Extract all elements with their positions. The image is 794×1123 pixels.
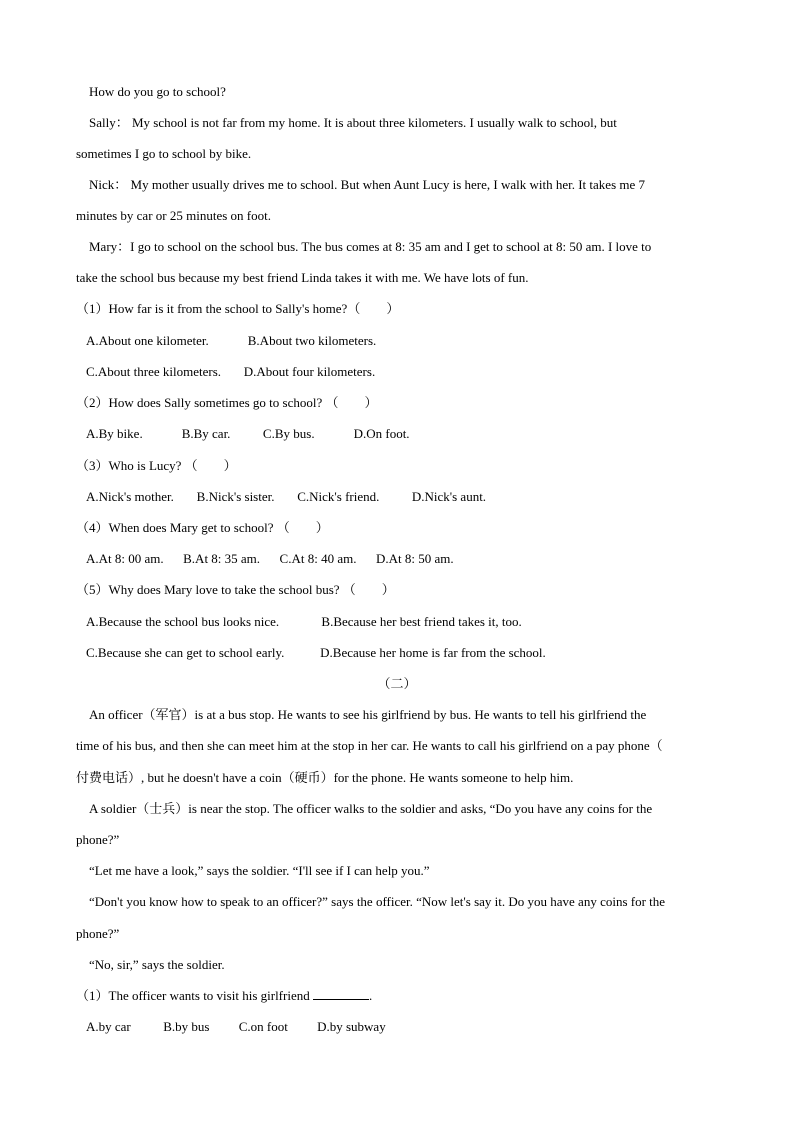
nick-line-1: Nick： My mother usually drives me to school. But when Aunt Lucy is here, I walk with her. It takes me 7 <box>89 177 646 192</box>
section2-question-1 <box>76 987 372 1005</box>
sally-line-2: sometimes I go to school by bike. <box>76 146 252 161</box>
passage2-line-4: A soldier（士兵）is near the stop. The officer walks to the soldier and asks, “Do you have any coins for the <box>89 801 653 816</box>
answer-blank[interactable] <box>313 987 369 1000</box>
nick-line-2: minutes by car or 25 minutes on foot. <box>76 208 271 223</box>
sally-line-1: Sally： My school is not far from my home. It is about three kilometers. I usually walk to school, but <box>89 115 617 130</box>
passage2-line-1: An officer（军官）is at a bus stop. He wants to see his girlfriend by bus. He wants to tell his girlfriend the <box>89 707 647 722</box>
question-4-options: A.At 8: 00 am. B.At 8: 35 am. C.At 8: 40 am. D.At 8: 50 am. <box>86 551 454 566</box>
section2-question-1-end: . <box>368 988 373 1003</box>
section2-question-1-stem: （1）The officer wants to visit his girlfriend <box>76 988 310 1003</box>
passage2-line-3: 付费电话）, but he doesn't have a coin（硬币）for the phone. He wants someone to help him. <box>76 770 574 785</box>
question-2-options: A.By bike. B.By car. C.By bus. D.On foot. <box>86 426 410 441</box>
passage2-line-2: time of his bus, and then she can meet him at the stop in her car. He wants to call his girlfriend on a pay phone（ <box>76 738 663 753</box>
question-1-stem: （1）How far is it from the school to Sally's home?（ ） <box>76 301 400 316</box>
question-5-stem: （5）Why does Mary love to take the school bus? （ ） <box>76 582 395 597</box>
section-2-title: （二） <box>377 676 417 691</box>
passage2-line-9: “No, sir,” says the soldier. <box>89 957 225 972</box>
question-3-options: A.Nick's mother. B.Nick's sister. C.Nick's friend. D.Nick's aunt. <box>86 489 487 504</box>
passage1-question: How do you go to school? <box>89 84 226 99</box>
question-2-stem: （2）How does Sally sometimes go to school? （ ） <box>76 395 378 410</box>
mary-line-2: take the school bus because my best friend Linda takes it with me. We have lots of fun. <box>76 270 529 285</box>
question-5-options-row2: C.Because she can get to school early. D.Because her home is far from the school. <box>86 645 546 660</box>
mary-line-1: Mary：I go to school on the school bus. The bus comes at 8: 35 am and I get to school at 8: 50 am. I love to <box>89 239 652 254</box>
question-5-options-row1: A.Because the school bus looks nice. B.Because her best friend takes it, too. <box>86 614 522 629</box>
passage2-line-6: “Let me have a look,” says the soldier. “I'll see if I can help you.” <box>89 863 430 878</box>
passage2-line-7: “Don't you know how to speak to an officer?” says the officer. “Now let's say it. Do you have any coins for the <box>89 894 666 909</box>
passage2-line-5: phone?” <box>76 832 120 847</box>
question-4-stem: （4）When does Mary get to school? （ ） <box>76 520 329 535</box>
passage2-line-8: phone?” <box>76 926 120 941</box>
question-3-stem: （3）Who is Lucy? （ ） <box>76 458 237 473</box>
question-1-options-row1: A.About one kilometer. B.About two kilometers. <box>86 333 377 348</box>
section2-question-1-options: A.by car B.by bus C.on foot D.by subway <box>86 1019 386 1034</box>
question-1-options-row2: C.About three kilometers. D.About four kilometers. <box>86 364 376 379</box>
